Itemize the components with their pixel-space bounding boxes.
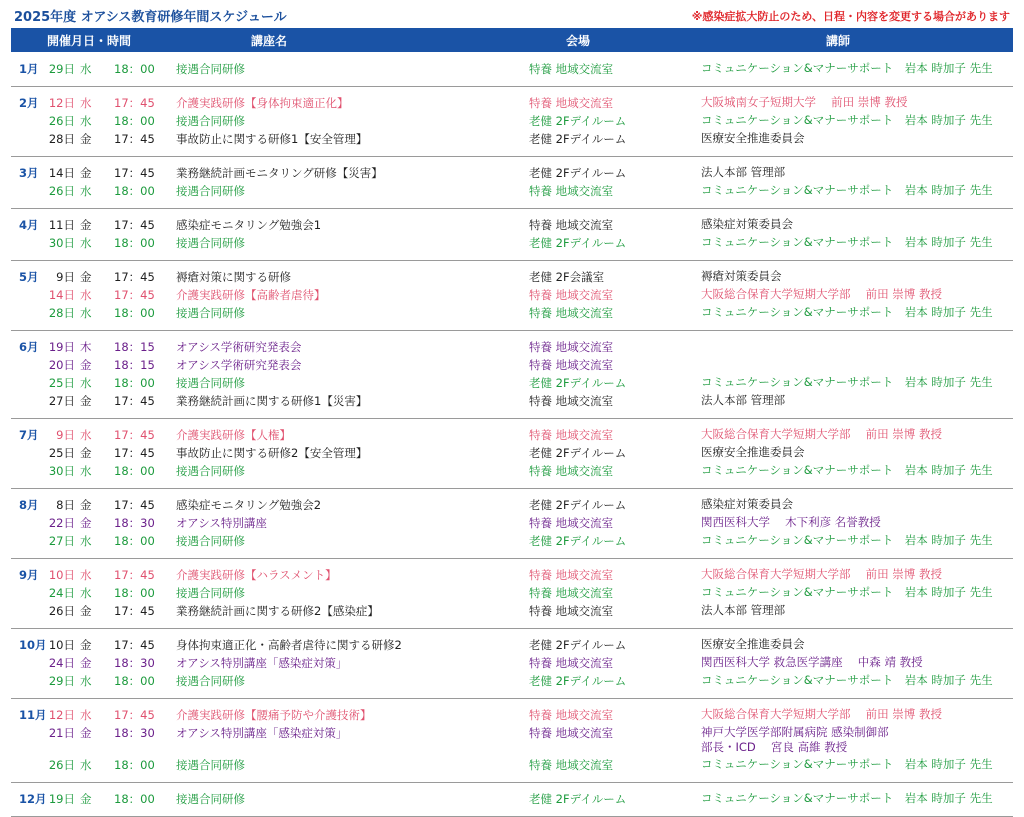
row-course: 接遇合同研修: [176, 62, 245, 76]
row-day: 14日: [48, 166, 75, 180]
schedule-table: [11, 52, 1013, 817]
row-venue: 特養 地域交流室: [529, 62, 614, 76]
month-block: [11, 559, 1013, 629]
month-label: 4月: [19, 218, 39, 232]
table-row: [11, 304, 1013, 322]
month-label: 7月: [19, 428, 39, 442]
row-course: 業務継続計画に関する研修1【災害】: [176, 394, 368, 408]
table-row: [11, 374, 1013, 392]
row-lecturer: 感染症対策委員会: [701, 497, 793, 511]
row-lecturer: 大阪城南女子短期大学 前田 崇博 教授: [701, 95, 908, 109]
row-course: 接遇合同研修: [176, 674, 245, 688]
row-course: オアシス特別講座「感染症対策」: [176, 656, 348, 670]
row-time: 17：45: [114, 96, 155, 110]
row-venue: 特養 地域交流室: [529, 340, 614, 354]
row-venue: 老健 2Fデイルーム: [529, 114, 627, 128]
row-lecturer: 大阪総合保育大学短期大学部 前田 崇博 教授: [701, 567, 942, 581]
row-time: 17：45: [114, 568, 155, 582]
table-row: [11, 216, 1013, 234]
table-row: [11, 706, 1013, 724]
row-lecturer: [701, 725, 889, 755]
row-lecturer: コミュニケーション&マナーサポート 岩本 時加子 先生: [701, 791, 993, 805]
row-course: 業務継続計画に関する研修2【感染症】: [176, 604, 379, 618]
row-course: オアシス特別講座: [176, 516, 267, 530]
header-course: 講座名: [251, 34, 288, 48]
row-day: 10日: [48, 568, 75, 582]
header-date-time: 開催月日・時間: [47, 34, 132, 48]
month-label: 12月: [19, 792, 47, 806]
row-weekday: 金: [80, 792, 92, 806]
table-row: [11, 112, 1013, 130]
table-row: [11, 724, 1013, 756]
row-venue: 老健 2Fデイルーム: [529, 132, 627, 146]
table-row: [11, 130, 1013, 148]
row-venue: 老健 2Fデイルーム: [529, 236, 627, 250]
table-row: [11, 164, 1013, 182]
row-course: 介護実践研修【身体拘束適正化】: [176, 96, 349, 110]
row-lecturer: コミュニケーション&マナーサポート 岩本 時加子 先生: [701, 757, 993, 771]
row-venue: 特養 地域交流室: [529, 464, 614, 478]
row-time: 18：15: [114, 340, 155, 354]
row-lecturer: コミュニケーション&マナーサポート 岩本 時加子 先生: [701, 673, 993, 687]
row-course: 接遇合同研修: [176, 376, 245, 390]
row-time: 18：00: [114, 306, 155, 320]
month-block: [11, 52, 1013, 87]
row-course: 接遇合同研修: [176, 792, 245, 806]
month-block: [11, 419, 1013, 489]
row-weekday: 金: [80, 446, 92, 460]
row-venue: 特養 地域交流室: [529, 96, 614, 110]
row-time: 18：15: [114, 358, 155, 372]
row-lecturer: コミュニケーション&マナーサポート 岩本 時加子 先生: [701, 235, 993, 249]
table-row: [11, 790, 1013, 808]
header-lecturer: 講師: [826, 34, 851, 48]
row-day: 20日: [48, 358, 75, 372]
row-day: 12日: [48, 96, 75, 110]
row-day: 8日: [56, 498, 75, 512]
row-venue: 特養 地域交流室: [529, 288, 614, 302]
row-time: 17：45: [114, 708, 155, 722]
row-weekday: 金: [80, 498, 92, 512]
row-day: 11日: [48, 218, 75, 232]
row-time: 18：30: [114, 726, 155, 740]
table-row: [11, 462, 1013, 480]
row-course: 事故防止に関する研修2【安全管理】: [176, 446, 368, 460]
row-course: 事故防止に関する研修1【安全管理】: [176, 132, 368, 146]
row-time: 17：45: [114, 132, 155, 146]
row-lecturer: 医療安全推進委員会: [701, 637, 805, 651]
row-day: 19日: [48, 792, 75, 806]
month-label: 3月: [19, 166, 39, 180]
row-course: 介護実践研修【高齢者虐待】: [176, 288, 326, 302]
row-day: 29日: [48, 674, 75, 688]
row-lecturer: コミュニケーション&マナーサポート 岩本 時加子 先生: [701, 305, 993, 319]
row-day: 26日: [48, 184, 75, 198]
row-course: 接遇合同研修: [176, 534, 245, 548]
row-lecturer: 大阪総合保育大学短期大学部 前田 崇博 教授: [701, 707, 942, 721]
row-lecturer: コミュニケーション&マナーサポート 岩本 時加子 先生: [701, 113, 993, 127]
row-lecturer: 褥瘡対策委員会: [701, 269, 782, 283]
month-label: 9月: [19, 568, 39, 582]
row-course: オアシス学術研究発表会: [176, 358, 302, 372]
month-block: [11, 261, 1013, 331]
row-weekday: 金: [80, 726, 92, 740]
month-block: [11, 629, 1013, 699]
table-row: [11, 286, 1013, 304]
row-venue: 老健 2Fデイルーム: [529, 674, 627, 688]
row-time: 18：00: [114, 376, 155, 390]
row-day: 10日: [48, 638, 75, 652]
row-course: 接遇合同研修: [176, 184, 245, 198]
table-row: [11, 584, 1013, 602]
table-row: [11, 496, 1013, 514]
row-course: 業務継続計画モニタリング研修【災害】: [176, 166, 383, 180]
month-block: [11, 87, 1013, 157]
row-lecturer: 大阪総合保育大学短期大学部 前田 崇博 教授: [701, 287, 942, 301]
row-weekday: 金: [80, 604, 92, 618]
row-weekday: 水: [80, 758, 92, 772]
row-lecturer: 法人本部 管理部: [701, 603, 786, 617]
row-time: 17：45: [114, 270, 155, 284]
row-venue: 老健 2Fデイルーム: [529, 376, 627, 390]
row-lecturer: 法人本部 管理部: [701, 393, 786, 407]
row-weekday: 金: [80, 358, 92, 372]
month-label: 6月: [19, 340, 39, 354]
row-lecturer: コミュニケーション&マナーサポート 岩本 時加子 先生: [701, 533, 993, 547]
row-course: 感染症モニタリング勉強会2: [176, 498, 322, 512]
row-course: 介護実践研修【腰痛予防や介護技術】: [176, 708, 372, 722]
row-time: 18：00: [114, 114, 155, 128]
row-weekday: 水: [80, 674, 92, 688]
row-lecturer: 法人本部 管理部: [701, 165, 786, 179]
row-time: 17：45: [114, 446, 155, 460]
row-venue: 老健 2Fデイルーム: [529, 792, 627, 806]
row-weekday: 金: [80, 656, 92, 670]
row-day: 14日: [48, 288, 75, 302]
month-block: [11, 489, 1013, 559]
row-lecturer: コミュニケーション&マナーサポート 岩本 時加子 先生: [701, 375, 993, 389]
table-header: [11, 28, 1013, 52]
row-lecturer: コミュニケーション&マナーサポート 岩本 時加子 先生: [701, 585, 993, 599]
row-time: 17：45: [114, 604, 155, 618]
row-time: 18：00: [114, 464, 155, 478]
table-row: [11, 602, 1013, 620]
row-venue: 特養 地域交流室: [529, 184, 614, 198]
table-row: [11, 392, 1013, 410]
row-time: 17：45: [114, 394, 155, 408]
table-row: [11, 756, 1013, 774]
table-row: [11, 94, 1013, 112]
row-weekday: 金: [80, 394, 92, 408]
month-block: [11, 209, 1013, 261]
row-time: 18：00: [114, 758, 155, 772]
row-course: 接遇合同研修: [176, 114, 245, 128]
row-weekday: 水: [80, 376, 92, 390]
month-block: [11, 783, 1013, 817]
month-block: [11, 331, 1013, 419]
row-time: 17：45: [114, 428, 155, 442]
row-weekday: 水: [80, 114, 92, 128]
row-venue: 老健 2Fデイルーム: [529, 498, 627, 512]
month-block: [11, 699, 1013, 783]
row-course: 接遇合同研修: [176, 236, 245, 250]
row-day: 12日: [48, 708, 75, 722]
table-row: [11, 182, 1013, 200]
row-time: 18：00: [114, 236, 155, 250]
row-day: 26日: [48, 604, 75, 618]
row-venue: 特養 地域交流室: [529, 358, 614, 372]
row-weekday: 水: [80, 306, 92, 320]
row-venue: 老健 2Fデイルーム: [529, 446, 627, 460]
row-weekday: 金: [80, 166, 92, 180]
row-time: 17：45: [114, 288, 155, 302]
row-venue: 特養 地域交流室: [529, 516, 614, 530]
row-course: 感染症モニタリング勉強会1: [176, 218, 322, 232]
row-time: 17：45: [114, 638, 155, 652]
month-label: 11月: [19, 708, 47, 722]
row-lecturer: 関西医科大学 木下利彦 名誉教授: [701, 515, 881, 529]
table-row: [11, 60, 1013, 78]
row-day: 26日: [48, 758, 75, 772]
table-row: [11, 356, 1013, 374]
row-weekday: 水: [80, 464, 92, 478]
row-lecturer: 大阪総合保育大学短期大学部 前田 崇博 教授: [701, 427, 942, 441]
row-weekday: 金: [80, 638, 92, 652]
row-venue: 特養 地域交流室: [529, 758, 614, 772]
row-venue: 特養 地域交流室: [529, 428, 614, 442]
row-weekday: 水: [80, 62, 92, 76]
change-notice: ※感染症拡大防止のため、日程・内容を変更する場合があります: [691, 10, 1010, 23]
row-lecturer: コミュニケーション&マナーサポート 岩本 時加子 先生: [701, 463, 993, 477]
table-row: [11, 338, 1013, 356]
row-time: 18：30: [114, 516, 155, 530]
row-day: 9日: [56, 270, 75, 284]
row-time: 18：00: [114, 62, 155, 76]
row-lecturer: コミュニケーション&マナーサポート 岩本 時加子 先生: [701, 183, 993, 197]
row-time: 18：00: [114, 534, 155, 548]
row-weekday: 金: [80, 218, 92, 232]
row-time: 17：45: [114, 166, 155, 180]
row-venue: 特養 地域交流室: [529, 306, 614, 320]
row-day: 19日: [48, 340, 75, 354]
row-day: 30日: [48, 236, 75, 250]
row-course: 介護実践研修【人権】: [176, 428, 291, 442]
row-weekday: 水: [80, 568, 92, 582]
row-time: 18：00: [114, 586, 155, 600]
row-course: 接遇合同研修: [176, 758, 245, 772]
row-course: 接遇合同研修: [176, 306, 245, 320]
row-venue: 特養 地域交流室: [529, 394, 614, 408]
row-venue: 老健 2Fデイルーム: [529, 166, 627, 180]
row-weekday: 水: [80, 428, 92, 442]
row-lecturer: 医療安全推進委員会: [701, 131, 805, 145]
row-venue: 特養 地域交流室: [529, 586, 614, 600]
month-label: 1月: [19, 62, 39, 76]
table-row: [11, 532, 1013, 550]
row-day: 26日: [48, 114, 75, 128]
row-lecturer: 医療安全推進委員会: [701, 445, 805, 459]
row-day: 24日: [48, 586, 75, 600]
table-row: [11, 426, 1013, 444]
row-weekday: 金: [80, 516, 92, 530]
row-venue: 特養 地域交流室: [529, 708, 614, 722]
row-lecturer: 関西医科大学 救急医学講座 中森 靖 教授: [701, 655, 923, 669]
row-weekday: 水: [80, 184, 92, 198]
row-day: 28日: [48, 306, 75, 320]
row-course: オアシス学術研究発表会: [176, 340, 302, 354]
row-day: 29日: [48, 62, 75, 76]
row-venue: 老健 2Fデイルーム: [529, 534, 627, 548]
row-lecturer-line2: 部長・ICD 宮良 高維 教授: [701, 740, 848, 754]
row-time: 18：00: [114, 184, 155, 198]
row-lecturer: 感染症対策委員会: [701, 217, 793, 231]
table-row: [11, 234, 1013, 252]
row-lecturer: コミュニケーション&マナーサポート 岩本 時加子 先生: [701, 61, 993, 75]
row-day: 25日: [48, 446, 75, 460]
table-row: [11, 268, 1013, 286]
table-row: [11, 672, 1013, 690]
row-day: 27日: [48, 534, 75, 548]
row-day: 30日: [48, 464, 75, 478]
row-venue: 老健 2F会議室: [529, 270, 605, 284]
row-time: 17：45: [114, 498, 155, 512]
row-weekday: 木: [80, 340, 92, 354]
row-lecturer-line1: 神戸大学医学部附属病院 感染制御部: [701, 725, 889, 739]
row-day: 9日: [56, 428, 75, 442]
row-day: 25日: [48, 376, 75, 390]
row-course: 介護実践研修【ハラスメント】: [176, 568, 337, 582]
row-time: 18：00: [114, 674, 155, 688]
row-day: 28日: [48, 132, 75, 146]
table-row: [11, 654, 1013, 672]
row-weekday: 水: [80, 288, 92, 302]
header-venue: 会場: [566, 34, 591, 48]
month-label: 8月: [19, 498, 39, 512]
month-label: 10月: [19, 638, 47, 652]
row-venue: 老健 2Fデイルーム: [529, 638, 627, 652]
row-day: 24日: [48, 656, 75, 670]
row-course: 接遇合同研修: [176, 464, 245, 478]
page-title: 2025年度 オアシス教育研修年間スケジュール: [14, 10, 287, 25]
row-day: 27日: [48, 394, 75, 408]
row-course: 接遇合同研修: [176, 586, 245, 600]
row-weekday: 水: [80, 236, 92, 250]
table-row: [11, 636, 1013, 654]
row-weekday: 水: [80, 96, 92, 110]
row-weekday: 金: [80, 270, 92, 284]
row-weekday: 水: [80, 586, 92, 600]
row-venue: 特養 地域交流室: [529, 656, 614, 670]
row-weekday: 水: [80, 708, 92, 722]
month-label: 2月: [19, 96, 39, 110]
row-venue: 特養 地域交流室: [529, 604, 614, 618]
row-time: 18：00: [114, 792, 155, 806]
row-course: 身体拘束適正化・高齢者虐待に関する研修2: [176, 638, 402, 652]
table-row: [11, 566, 1013, 584]
row-weekday: 水: [80, 534, 92, 548]
month-label: 5月: [19, 270, 39, 284]
row-day: 22日: [48, 516, 75, 530]
row-course: オアシス特別講座「感染症対策」: [176, 726, 348, 740]
table-row: [11, 444, 1013, 462]
table-row: [11, 514, 1013, 532]
row-course: 褥瘡対策に関する研修: [176, 270, 291, 284]
row-time: 18：30: [114, 656, 155, 670]
row-day: 21日: [48, 726, 75, 740]
month-block: [11, 157, 1013, 209]
row-weekday: 金: [80, 132, 92, 146]
row-time: 17：45: [114, 218, 155, 232]
row-venue: 特養 地域交流室: [529, 726, 614, 740]
row-venue: 特養 地域交流室: [529, 218, 614, 232]
row-venue: 特養 地域交流室: [529, 568, 614, 582]
